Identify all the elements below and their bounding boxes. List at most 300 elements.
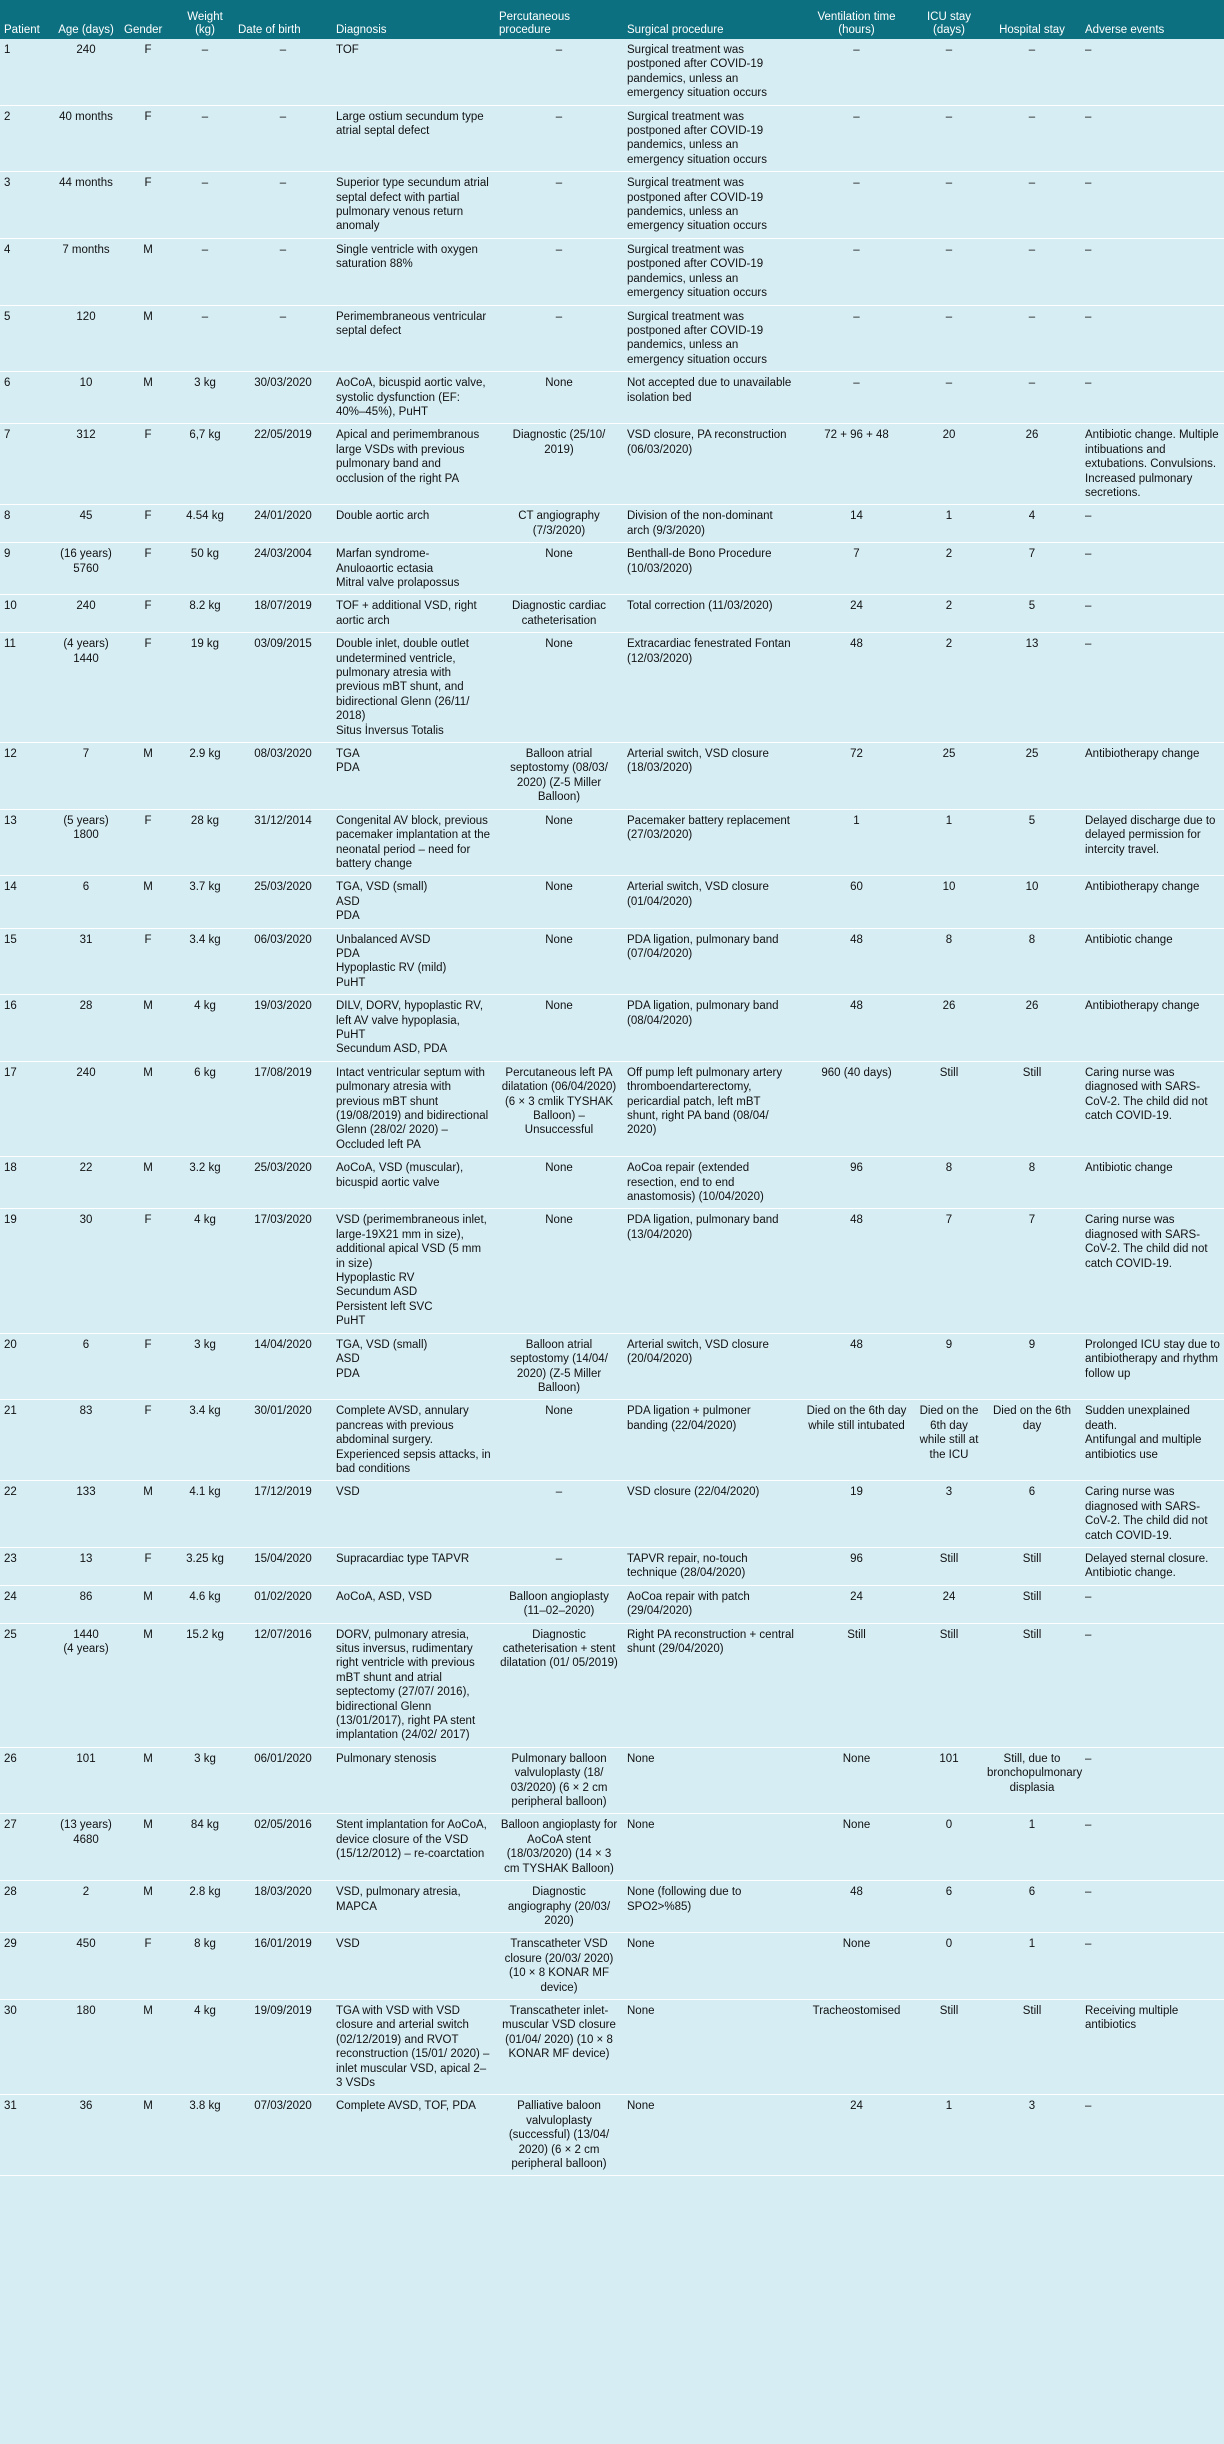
cell-date-of-birth: 07/03/2020	[234, 2095, 332, 2176]
header-icu-stay: ICU stay (days)	[915, 0, 983, 39]
cell-gender: F	[120, 809, 176, 876]
cell-adverse-events: –	[1081, 105, 1224, 172]
cell-ventilation: –	[798, 172, 915, 239]
cell-ventilation: 96	[798, 1547, 915, 1585]
cell-gender: M	[120, 1814, 176, 1881]
cell-diagnosis: Congenital AV block, previous pacemaker implantation at the neonatal period – need for battery change	[332, 809, 495, 876]
cell-surgical: AoCoa repair with patch (29/04/2020)	[623, 1585, 798, 1623]
table-row	[0, 305, 1224, 372]
table-row	[0, 876, 1224, 928]
cell-percutaneous: CT angiography (7/3/2020)	[495, 505, 623, 543]
cell-percutaneous: Balloon angioplasty (11–02–2020)	[495, 1585, 623, 1623]
cell-hospital-stay: Still	[983, 1585, 1081, 1623]
cell-ventilation: 96	[798, 1157, 915, 1209]
header-patient: Patient	[0, 0, 52, 39]
cell-patient: 18	[0, 1157, 52, 1209]
cell-diagnosis: DORV, pulmonary atresia, situs inversus, rudimentary right ventricle with previous mBT shunt and atrial septectomy (27/07/ 2016), bidirectional Glenn (13/01/2017), right PA stent implantation (24/02/ 2017)	[332, 1623, 495, 1747]
cell-diagnosis: TGA PDA	[332, 743, 495, 810]
cell-gender: F	[120, 105, 176, 172]
cell-age: 45	[52, 505, 120, 543]
cell-weight: 8 kg	[176, 1933, 234, 2000]
cell-diagnosis: Perimembraneous ventricular septal defect	[332, 305, 495, 372]
header-diagnosis: Diagnosis	[332, 0, 495, 39]
cell-surgical: VSD closure (22/04/2020)	[623, 1481, 798, 1548]
cell-date-of-birth: 06/01/2020	[234, 1747, 332, 1814]
cell-hospital-stay: Still	[983, 1999, 1081, 2094]
cell-surgical: Pacemaker battery replacement (27/03/2020)	[623, 809, 798, 876]
cell-hospital-stay: 25	[983, 743, 1081, 810]
cell-hospital-stay: Still	[983, 1061, 1081, 1156]
cell-diagnosis: Apical and perimembranous large VSDs with previous pulmonary band and occlusion of the right PA	[332, 424, 495, 505]
cell-adverse-events: Antibiotic change	[1081, 928, 1224, 995]
cell-gender: F	[120, 928, 176, 995]
cell-gender: F	[120, 1333, 176, 1400]
cell-icu-stay: –	[915, 372, 983, 424]
cell-percutaneous: None	[495, 1209, 623, 1333]
cell-diagnosis: Unbalanced AVSD PDA Hypoplastic RV (mild) PuHT	[332, 928, 495, 995]
cell-percutaneous: –	[495, 305, 623, 372]
cell-icu-stay: 24	[915, 1585, 983, 1623]
cell-adverse-events: Receiving multiple antibiotics	[1081, 1999, 1224, 2094]
cell-age: 240	[52, 39, 120, 105]
cell-gender: F	[120, 505, 176, 543]
cell-patient: 24	[0, 1585, 52, 1623]
cell-diagnosis: Pulmonary stenosis	[332, 1747, 495, 1814]
cell-diagnosis: VSD (perimembraneous inlet, large-19X21 mm in size), additional apical VSD (5 mm in size) Hypoplastic RV Secundum ASD Persistent left SVC PuHT	[332, 1209, 495, 1333]
cell-date-of-birth: 30/03/2020	[234, 372, 332, 424]
cell-ventilation: –	[798, 39, 915, 105]
cell-percutaneous: Palliative baloon valvuloplasty (successful) (13/04/ 2020) (6 × 2 cm peripheral balloon)	[495, 2095, 623, 2176]
cell-patient: 29	[0, 1933, 52, 2000]
cell-icu-stay: 2	[915, 595, 983, 633]
cell-icu-stay: 101	[915, 1747, 983, 1814]
cell-hospital-stay: 8	[983, 928, 1081, 995]
cell-date-of-birth: 08/03/2020	[234, 743, 332, 810]
cell-patient: 5	[0, 305, 52, 372]
cell-hospital-stay: 1	[983, 1814, 1081, 1881]
cell-icu-stay: 9	[915, 1333, 983, 1400]
cell-age: 22	[52, 1157, 120, 1209]
cell-surgical: Surgical treatment was postponed after COVID-19 pandemics, unless an emergency situation occurs	[623, 172, 798, 239]
cell-patient: 7	[0, 424, 52, 505]
cell-ventilation: –	[798, 305, 915, 372]
cell-ventilation: None	[798, 1747, 915, 1814]
cell-percutaneous: None	[495, 633, 623, 743]
cell-patient: 22	[0, 1481, 52, 1548]
cell-icu-stay: 2	[915, 543, 983, 595]
cell-age: (5 years) 1800	[52, 809, 120, 876]
cell-weight: 28 kg	[176, 809, 234, 876]
table-row	[0, 743, 1224, 810]
cell-date-of-birth: 18/07/2019	[234, 595, 332, 633]
cell-adverse-events: –	[1081, 1623, 1224, 1747]
cell-hospital-stay: 1	[983, 1933, 1081, 2000]
cell-adverse-events: –	[1081, 1814, 1224, 1881]
cell-ventilation: 48	[798, 633, 915, 743]
header-weight: Weight (kg)	[176, 0, 234, 39]
cell-age: 120	[52, 305, 120, 372]
cell-date-of-birth: –	[234, 305, 332, 372]
cell-icu-stay: 26	[915, 995, 983, 1062]
cell-weight: 2.9 kg	[176, 743, 234, 810]
table-row	[0, 2095, 1224, 2176]
header-gender: Gender	[120, 0, 176, 39]
cell-ventilation: Died on the 6th day while still intubated	[798, 1400, 915, 1481]
cell-age: 2	[52, 1881, 120, 1933]
cell-ventilation: –	[798, 372, 915, 424]
cell-weight: –	[176, 172, 234, 239]
cell-surgical: Total correction (11/03/2020)	[623, 595, 798, 633]
table-row	[0, 1157, 1224, 1209]
cell-weight: 3.25 kg	[176, 1547, 234, 1585]
cell-surgical: None	[623, 2095, 798, 2176]
cell-patient: 2	[0, 105, 52, 172]
cell-adverse-events: Antibiotherapy change	[1081, 876, 1224, 928]
cell-diagnosis: Double aortic arch	[332, 505, 495, 543]
cell-percutaneous: None	[495, 876, 623, 928]
table-row	[0, 995, 1224, 1062]
cell-icu-stay: Still	[915, 1547, 983, 1585]
cell-diagnosis: Supracardiac type TAPVR	[332, 1547, 495, 1585]
cell-surgical: PDA ligation, pulmonary band (13/04/2020)	[623, 1209, 798, 1333]
cell-weight: –	[176, 39, 234, 105]
cell-adverse-events: –	[1081, 39, 1224, 105]
cell-ventilation: Still	[798, 1623, 915, 1747]
cell-adverse-events: Delayed sternal closure. Antibiotic change.	[1081, 1547, 1224, 1585]
cell-age: 240	[52, 595, 120, 633]
cell-date-of-birth: 31/12/2014	[234, 809, 332, 876]
cell-percutaneous: Diagnostic cardiac catheterisation	[495, 595, 623, 633]
cell-percutaneous: Balloon atrial septostomy (14/04/ 2020) (Z-5 Miller Balloon)	[495, 1333, 623, 1400]
cell-weight: 2.8 kg	[176, 1881, 234, 1933]
cell-age: 133	[52, 1481, 120, 1548]
cell-ventilation: 72	[798, 743, 915, 810]
cell-surgical: None (following due to SPO2>%85)	[623, 1881, 798, 1933]
cell-percutaneous: None	[495, 928, 623, 995]
cell-icu-stay: 8	[915, 1157, 983, 1209]
cell-patient: 21	[0, 1400, 52, 1481]
cell-date-of-birth: 14/04/2020	[234, 1333, 332, 1400]
cell-weight: 6 kg	[176, 1061, 234, 1156]
cell-icu-stay: 10	[915, 876, 983, 928]
cell-hospital-stay: Died on the 6th day	[983, 1400, 1081, 1481]
cell-ventilation: Tracheostomised	[798, 1999, 915, 2094]
cell-age: 101	[52, 1747, 120, 1814]
cell-adverse-events: –	[1081, 2095, 1224, 2176]
table-row	[0, 1814, 1224, 1881]
cell-date-of-birth: 03/09/2015	[234, 633, 332, 743]
cell-hospital-stay: 3	[983, 2095, 1081, 2176]
cell-weight: 15.2 kg	[176, 1623, 234, 1747]
cell-gender: M	[120, 372, 176, 424]
cell-patient: 26	[0, 1747, 52, 1814]
cell-surgical: Off pump left pulmonary artery thromboendarterectomy, pericardial patch, left mBT shunt, right PA band (08/04/ 2020)	[623, 1061, 798, 1156]
cell-diagnosis: Marfan syndrome- Anuloaortic ectasia Mitral valve prolapossus	[332, 543, 495, 595]
table-row	[0, 1623, 1224, 1747]
cell-age: 31	[52, 928, 120, 995]
cell-age: 240	[52, 1061, 120, 1156]
cell-surgical: Surgical treatment was postponed after COVID-19 pandemics, unless an emergency situation occurs	[623, 305, 798, 372]
cell-surgical: PDA ligation, pulmonary band (07/04/2020)	[623, 928, 798, 995]
table-row	[0, 633, 1224, 743]
cell-percutaneous: –	[495, 172, 623, 239]
cell-date-of-birth: 17/12/2019	[234, 1481, 332, 1548]
cell-age: 36	[52, 2095, 120, 2176]
cell-date-of-birth: –	[234, 238, 332, 305]
cell-icu-stay: 1	[915, 2095, 983, 2176]
cell-patient: 8	[0, 505, 52, 543]
cell-diagnosis: Complete AVSD, annulary pancreas with previous abdominal surgery. Experienced sepsis attacks, in bad conditions	[332, 1400, 495, 1481]
cell-ventilation: 24	[798, 1585, 915, 1623]
cell-weight: 4.54 kg	[176, 505, 234, 543]
cell-adverse-events: –	[1081, 172, 1224, 239]
cell-weight: 8.2 kg	[176, 595, 234, 633]
header-surgical: Surgical procedure	[623, 0, 798, 39]
cell-gender: F	[120, 1933, 176, 2000]
cell-ventilation: 48	[798, 1209, 915, 1333]
cell-gender: M	[120, 1747, 176, 1814]
table-row	[0, 928, 1224, 995]
cell-gender: M	[120, 876, 176, 928]
cell-adverse-events: Caring nurse was diagnosed with SARS-CoV-2. The child did not catch COVID-19.	[1081, 1209, 1224, 1333]
cell-age: 6	[52, 876, 120, 928]
cell-patient: 16	[0, 995, 52, 1062]
table-row	[0, 1481, 1224, 1548]
cell-diagnosis: VSD	[332, 1481, 495, 1548]
cell-percutaneous: None	[495, 1400, 623, 1481]
cell-weight: –	[176, 105, 234, 172]
cell-diagnosis: Large ostium secundum type atrial septal defect	[332, 105, 495, 172]
cell-date-of-birth: 17/03/2020	[234, 1209, 332, 1333]
cell-hospital-stay: 26	[983, 995, 1081, 1062]
cell-date-of-birth: 24/03/2004	[234, 543, 332, 595]
cell-date-of-birth: 06/03/2020	[234, 928, 332, 995]
cell-ventilation: –	[798, 238, 915, 305]
cell-patient: 15	[0, 928, 52, 995]
cell-icu-stay: –	[915, 172, 983, 239]
cell-weight: 6,7 kg	[176, 424, 234, 505]
table-row	[0, 1933, 1224, 2000]
cell-surgical: Arterial switch, VSD closure (20/04/2020)	[623, 1333, 798, 1400]
cell-adverse-events: Delayed discharge due to delayed permission for intercity travel.	[1081, 809, 1224, 876]
cell-diagnosis: TOF	[332, 39, 495, 105]
cell-patient: 13	[0, 809, 52, 876]
table-row	[0, 1061, 1224, 1156]
cell-percutaneous: None	[495, 543, 623, 595]
cell-patient: 3	[0, 172, 52, 239]
table-row	[0, 1400, 1224, 1481]
cell-icu-stay: –	[915, 305, 983, 372]
cell-gender: F	[120, 1547, 176, 1585]
cell-date-of-birth: 18/03/2020	[234, 1881, 332, 1933]
cell-hospital-stay: Still, due to bronchopulmonary displasia	[983, 1747, 1081, 1814]
cell-ventilation: 72 + 96 + 48	[798, 424, 915, 505]
cell-adverse-events: –	[1081, 372, 1224, 424]
cell-adverse-events: –	[1081, 238, 1224, 305]
table-header-row	[0, 0, 1224, 39]
cell-percutaneous: Percutaneous left PA dilatation (06/04/2020) (6 × 3 cmlik TYSHAK Balloon) – Unsuccessful	[495, 1061, 623, 1156]
cell-weight: 3 kg	[176, 1333, 234, 1400]
table-row	[0, 1881, 1224, 1933]
cell-icu-stay: Died on the 6th day while still at the ICU	[915, 1400, 983, 1481]
cell-ventilation: 7	[798, 543, 915, 595]
cell-adverse-events: –	[1081, 543, 1224, 595]
cell-percutaneous: None	[495, 372, 623, 424]
cell-diagnosis: Intact ventricular septum with pulmonary atresia with previous mBT shunt (19/08/2019) and bidirectional Glenn (28/02/ 2020) – Occluded left PA	[332, 1061, 495, 1156]
cell-ventilation: –	[798, 105, 915, 172]
header-percutaneous: Percutaneous procedure	[495, 0, 623, 39]
cell-surgical: None	[623, 1814, 798, 1881]
cell-age: 83	[52, 1400, 120, 1481]
cell-hospital-stay: –	[983, 372, 1081, 424]
cell-gender: M	[120, 1623, 176, 1747]
cell-ventilation: None	[798, 1933, 915, 2000]
cell-weight: 4 kg	[176, 1999, 234, 2094]
cell-date-of-birth: –	[234, 39, 332, 105]
cell-weight: –	[176, 238, 234, 305]
cell-age: 7 months	[52, 238, 120, 305]
cell-hospital-stay: 7	[983, 1209, 1081, 1333]
cell-date-of-birth: 16/01/2019	[234, 1933, 332, 2000]
cell-date-of-birth: 30/01/2020	[234, 1400, 332, 1481]
cell-percutaneous: Diagnostic catheterisation + stent dilatation (01/ 05/2019)	[495, 1623, 623, 1747]
cell-age: 44 months	[52, 172, 120, 239]
cell-date-of-birth: –	[234, 105, 332, 172]
cell-surgical: Surgical treatment was postponed after COVID-19 pandemics, unless an emergency situation occurs	[623, 238, 798, 305]
table-row	[0, 543, 1224, 595]
cell-hospital-stay: 7	[983, 543, 1081, 595]
cell-percutaneous: –	[495, 1481, 623, 1548]
table-row	[0, 595, 1224, 633]
cell-weight: 4.1 kg	[176, 1481, 234, 1548]
cell-ventilation: 48	[798, 1333, 915, 1400]
header-hospital-stay: Hospital stay	[983, 0, 1081, 39]
cell-diagnosis: TGA, VSD (small) ASD PDA	[332, 876, 495, 928]
cell-surgical: Arterial switch, VSD closure (01/04/2020)	[623, 876, 798, 928]
cell-weight: 3.7 kg	[176, 876, 234, 928]
cell-weight: 19 kg	[176, 633, 234, 743]
cell-hospital-stay: 5	[983, 809, 1081, 876]
cell-age: 40 months	[52, 105, 120, 172]
cell-weight: 4 kg	[176, 995, 234, 1062]
cell-surgical: Extracardiac fenestrated Fontan (12/03/2020)	[623, 633, 798, 743]
cell-adverse-events: Prolonged ICU stay due to antibiotherapy and rhythm follow up	[1081, 1333, 1224, 1400]
table-row	[0, 1209, 1224, 1333]
cell-surgical: Benthall-de Bono Procedure (10/03/2020)	[623, 543, 798, 595]
cell-adverse-events: Antibiotic change. Multiple intibuations and extubations. Convulsions. Increased pulmonary secretions.	[1081, 424, 1224, 505]
cell-percutaneous: None	[495, 809, 623, 876]
cell-ventilation: 48	[798, 1881, 915, 1933]
cell-date-of-birth: 19/09/2019	[234, 1999, 332, 2094]
cell-diagnosis: Superior type secundum atrial septal defect with partial pulmonary venous return anomaly	[332, 172, 495, 239]
cell-date-of-birth: 19/03/2020	[234, 995, 332, 1062]
cell-percutaneous: –	[495, 39, 623, 105]
header-adverse-events: Adverse events	[1081, 0, 1224, 39]
cell-patient: 27	[0, 1814, 52, 1881]
cell-date-of-birth: 25/03/2020	[234, 1157, 332, 1209]
cell-ventilation: 24	[798, 595, 915, 633]
cell-surgical: None	[623, 1933, 798, 2000]
cell-weight: –	[176, 305, 234, 372]
cell-patient: 10	[0, 595, 52, 633]
cell-icu-stay: 20	[915, 424, 983, 505]
header-age: Age (days)	[52, 0, 120, 39]
cell-adverse-events: –	[1081, 505, 1224, 543]
cell-percutaneous: Transcatheter VSD closure (20/03/ 2020) (10 × 8 KONAR MF device)	[495, 1933, 623, 2000]
cell-percutaneous: Diagnostic (25/10/ 2019)	[495, 424, 623, 505]
cell-date-of-birth: –	[234, 172, 332, 239]
cell-percutaneous: –	[495, 105, 623, 172]
cell-patient: 31	[0, 2095, 52, 2176]
cell-age: 13	[52, 1547, 120, 1585]
cell-patient: 23	[0, 1547, 52, 1585]
cell-ventilation: 14	[798, 505, 915, 543]
cell-weight: 3.8 kg	[176, 2095, 234, 2176]
cell-adverse-events: –	[1081, 1747, 1224, 1814]
cell-percutaneous: Balloon angioplasty for AoCoA stent (18/03/2020) (14 × 3 cm TYSHAK Balloon)	[495, 1814, 623, 1881]
cell-age: (13 years) 4680	[52, 1814, 120, 1881]
cell-gender: F	[120, 1400, 176, 1481]
cell-gender: M	[120, 1061, 176, 1156]
cell-surgical: PDA ligation + pulmoner banding (22/04/2020)	[623, 1400, 798, 1481]
cell-date-of-birth: 22/05/2019	[234, 424, 332, 505]
cell-adverse-events: Caring nurse was diagnosed with SARS-CoV-2. The child did not catch COVID-19.	[1081, 1481, 1224, 1548]
cell-diagnosis: TGA with VSD with VSD closure and arterial switch (02/12/2019) and RVOT reconstruction (15/01/ 2020) – inlet muscular VSD, apical 2–3 VSDs	[332, 1999, 495, 2094]
cell-hospital-stay: 26	[983, 424, 1081, 505]
cell-surgical: None	[623, 1747, 798, 1814]
cell-ventilation: None	[798, 1814, 915, 1881]
cell-gender: F	[120, 172, 176, 239]
cell-age: 180	[52, 1999, 120, 2094]
cell-adverse-events: Sudden unexplained death. Antifungal and multiple antibiotics use	[1081, 1400, 1224, 1481]
cell-patient: 25	[0, 1623, 52, 1747]
cell-adverse-events: Antibiotic change	[1081, 1157, 1224, 1209]
cell-diagnosis: TGA, VSD (small) ASD PDA	[332, 1333, 495, 1400]
cell-age: (16 years) 5760	[52, 543, 120, 595]
cell-icu-stay: 25	[915, 743, 983, 810]
cell-hospital-stay: –	[983, 238, 1081, 305]
cell-gender: M	[120, 1585, 176, 1623]
cell-icu-stay: 1	[915, 505, 983, 543]
cell-weight: 4 kg	[176, 1209, 234, 1333]
cell-adverse-events: Antibiotherapy change	[1081, 743, 1224, 810]
cell-icu-stay: Still	[915, 1623, 983, 1747]
cell-percutaneous: Diagnostic angiography (20/03/ 2020)	[495, 1881, 623, 1933]
cell-age: 30	[52, 1209, 120, 1333]
cell-patient: 28	[0, 1881, 52, 1933]
cell-weight: 3.4 kg	[176, 1400, 234, 1481]
cell-icu-stay: –	[915, 39, 983, 105]
cell-diagnosis: Stent implantation for AoCoA, device closure of the VSD (15/12/2012) – re-coarctation	[332, 1814, 495, 1881]
cell-adverse-events: Antibiotherapy change	[1081, 995, 1224, 1062]
cell-hospital-stay: 9	[983, 1333, 1081, 1400]
cell-patient: 20	[0, 1333, 52, 1400]
cell-surgical: Arterial switch, VSD closure (18/03/2020)	[623, 743, 798, 810]
table-row	[0, 172, 1224, 239]
cell-percutaneous: Pulmonary balloon valvuloplasty (18/ 03/2020) (6 × 2 cm peripheral balloon)	[495, 1747, 623, 1814]
cell-gender: F	[120, 424, 176, 505]
cell-diagnosis: Single ventricle with oxygen saturation 88%	[332, 238, 495, 305]
cell-surgical: Surgical treatment was postponed after COVID-19 pandemics, unless an emergency situation occurs	[623, 105, 798, 172]
cell-patient: 12	[0, 743, 52, 810]
cell-weight: 4.6 kg	[176, 1585, 234, 1623]
cell-diagnosis: DILV, DORV, hypoplastic RV, left AV valve hypoplasia, PuHT Secundum ASD, PDA	[332, 995, 495, 1062]
cell-icu-stay: Still	[915, 1999, 983, 2094]
cell-surgical: None	[623, 1999, 798, 2094]
cell-icu-stay: 0	[915, 1933, 983, 2000]
header-date-of-birth: Date of birth	[234, 0, 332, 39]
cell-percutaneous: Balloon atrial septostomy (08/03/ 2020) (Z-5 Miller Balloon)	[495, 743, 623, 810]
